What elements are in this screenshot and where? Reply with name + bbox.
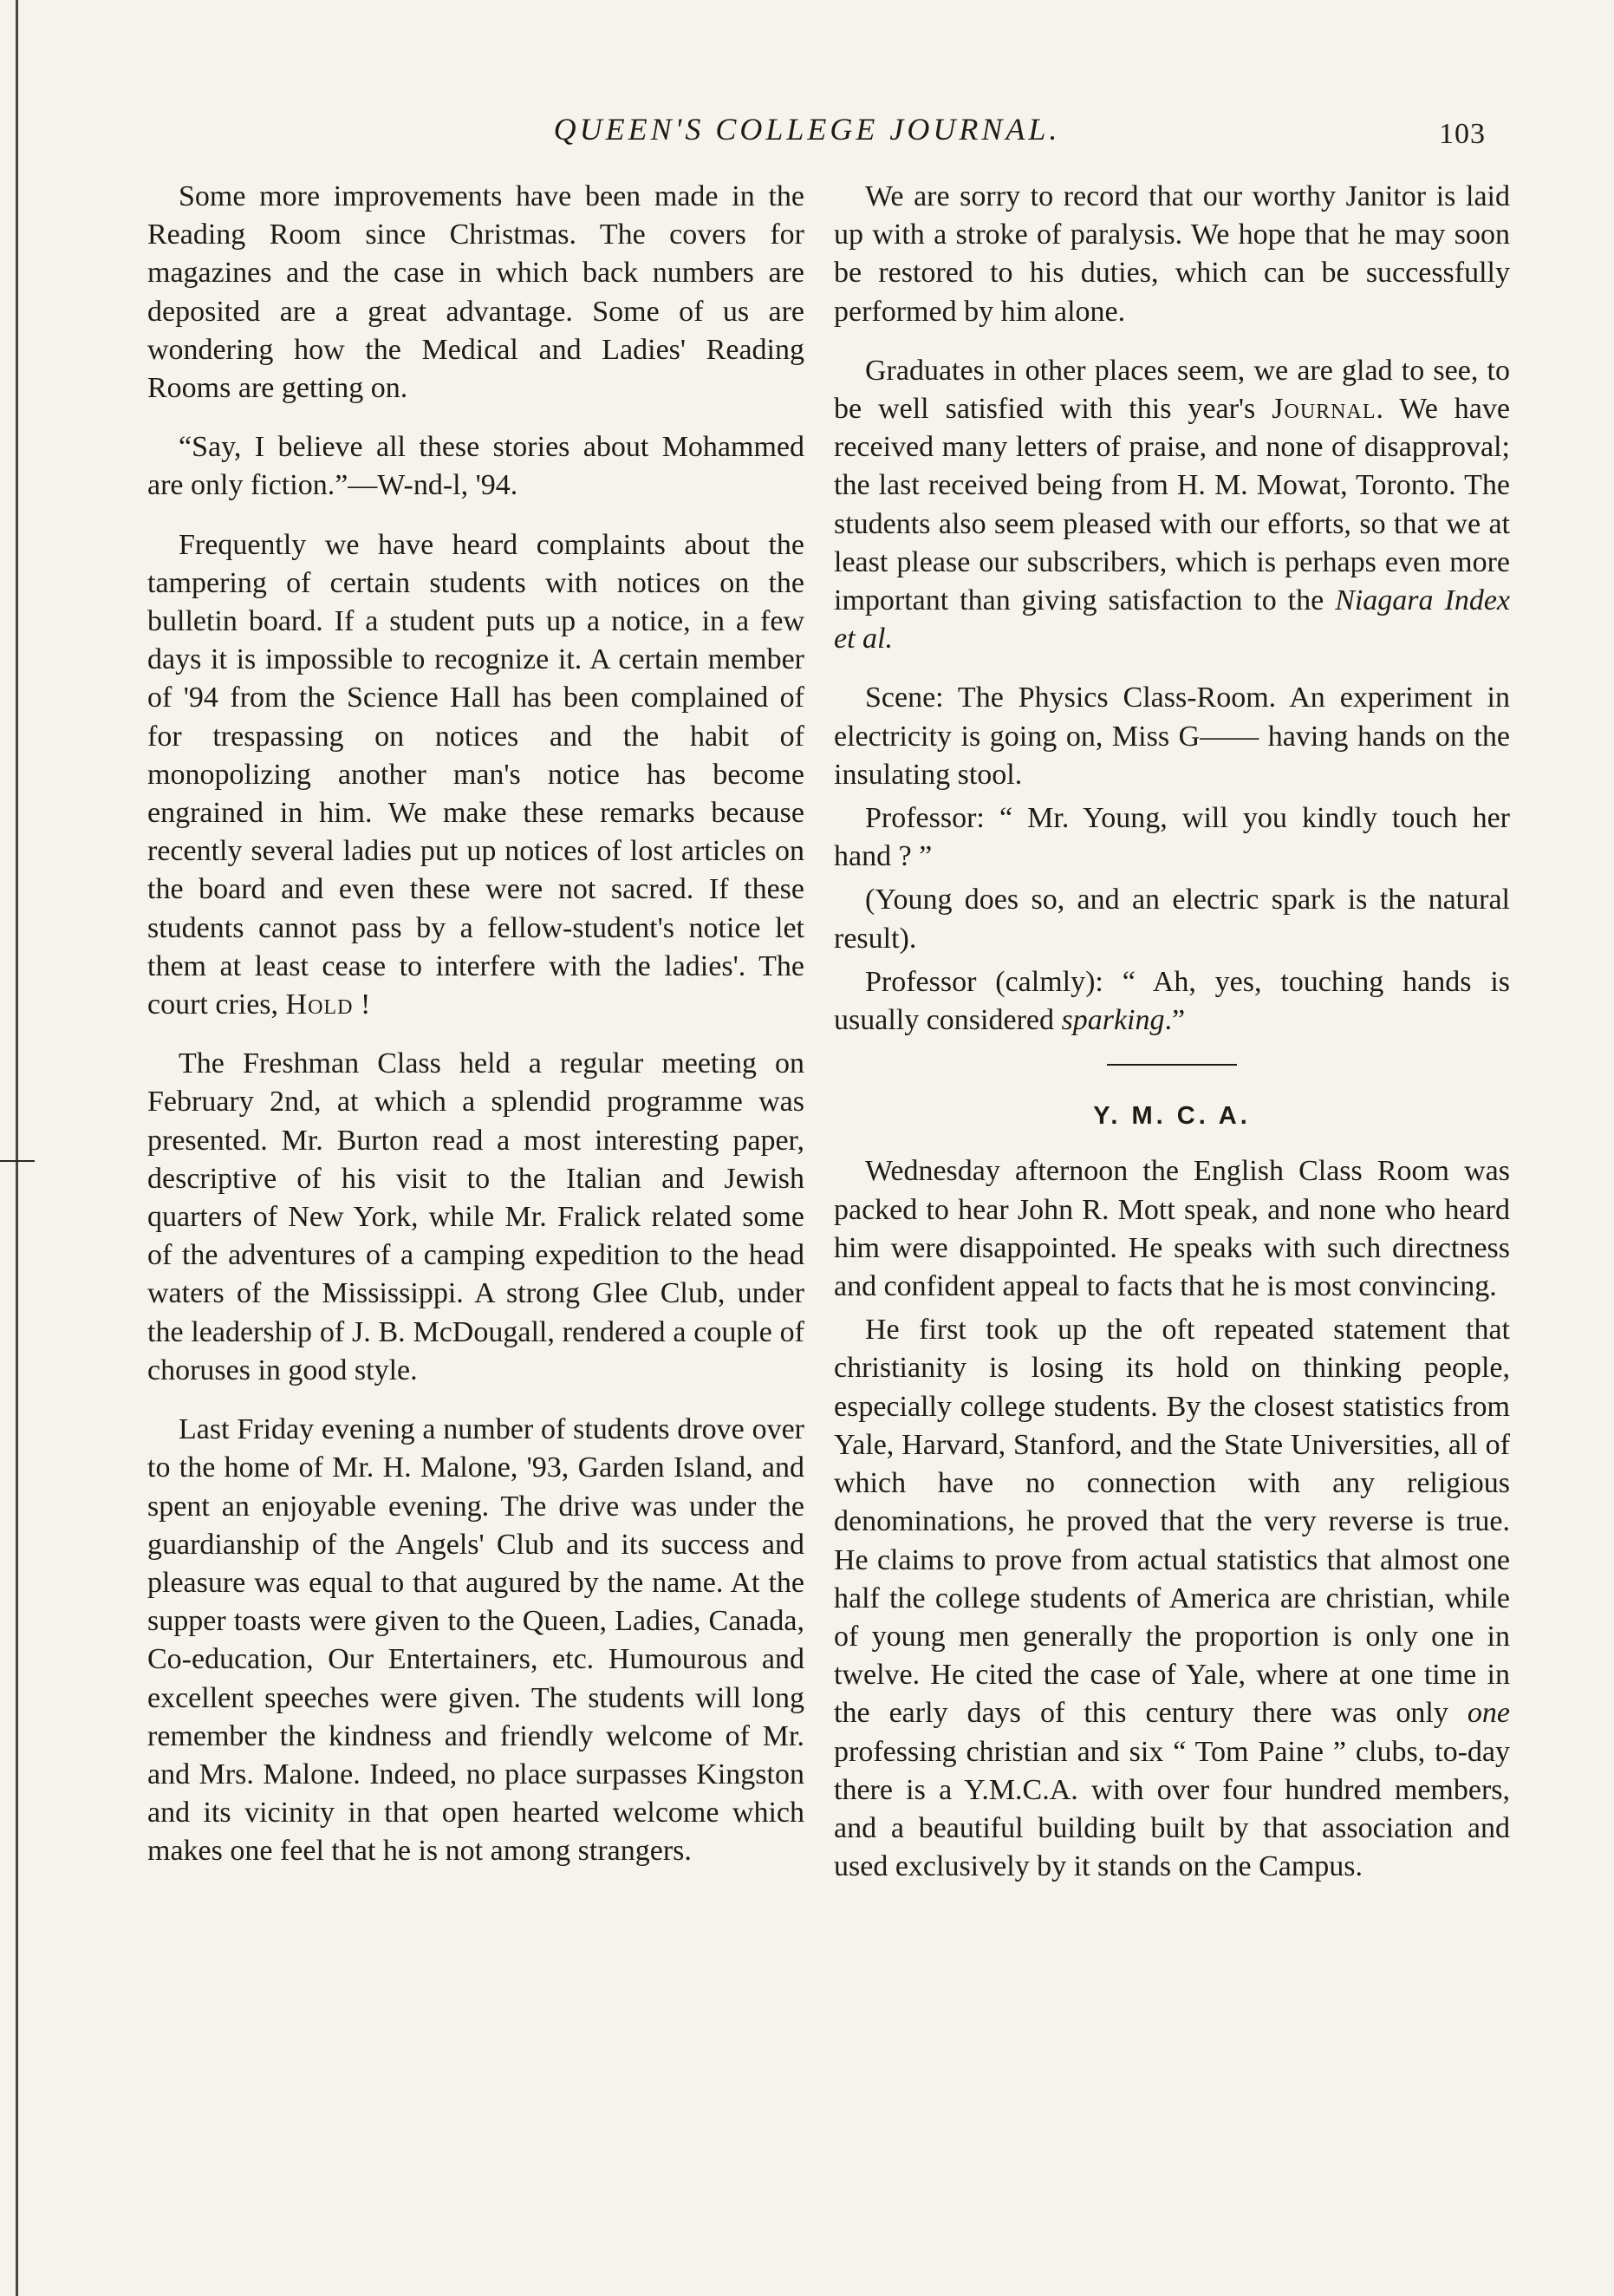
bulletin-board-text: Frequently we have heard complaints about the tampering of certain students with notices on the bulletin board. If a student puts up a notice, in a few days it is impossible to recognize it. A certain member of '94 from the Science Hall has been complained of for trespassing on notices and the habit of monopolizing another man's notice has become engrained in him. We make these remarks because recently several ladies put up notices of lost articles on the board and even these were not sacred. If these students cannot pass by a fellow-student's notice let them at least cease to interfere with the ladies'. The court cries, <box>147 528 804 1021</box>
young-line: (Young does so, and an electric spark is the natural result). <box>834 884 1510 955</box>
ymca-heading: Y. M. C. A. <box>1093 1102 1251 1131</box>
page-number: 103 <box>1439 118 1486 150</box>
right-column <box>834 178 1510 1907</box>
hold-exclamation: ! <box>353 988 371 1021</box>
ymca-paragraph-2-text-a: He first took up the oft repeated statement that christianity is losing its hold on thinking people, especially college students. By the closest statistics from Yale, Harvard, Stanford, and the State Universities, all of which have no connection with any religious denominations, he proved that the very reverse is true. He claims to prove from actual statistics that almost one half the college students of America are christian, while of young men generally the proportion is only one in twelve. He cited the case of Yale, where at one time in the early days of this century there was only <box>834 1314 1510 1730</box>
mohammed-quote-paragraph: “Say, I believe all these stories about Mohammed are only fiction.”—W-nd-l, '94. <box>147 431 804 502</box>
running-head: QUEEN'S COLLEGE JOURNAL. <box>553 112 1061 147</box>
sparking-italic: sparking <box>1061 1004 1165 1037</box>
ymca-paragraph-2 <box>834 1311 1510 1886</box>
professor-line-1: Professor: “ Mr. Young, will you kindly touch her hand ? ” <box>834 802 1510 873</box>
page-header <box>0 106 1614 158</box>
ymca-paragraph-1: Wednesday afternoon the English Class Room was packed to hear John R. Mott speak, and none who heard him were disappointed. He speaks with such directness and confident appeal to facts that he is most convincing. <box>834 1155 1510 1303</box>
scene-paragraph: Scene: The Physics Class-Room. An experiment in electricity is going on, Miss G—— having hands on the insulating stool. <box>834 682 1510 791</box>
reading-room-paragraph: Some more improvements have been made in the Reading Room since Christmas. The covers for magazines and the case in which back numbers are deposited are a great advantage. Some of us are wondering how the Medical and Ladies' Reading Rooms are getting on. <box>147 180 804 405</box>
niagara-index-italic: Niagara Index et al. <box>834 584 1510 656</box>
graduates-paragraph <box>834 352 1510 659</box>
journal-word: Journal <box>1272 393 1376 426</box>
professor-line-2-end: .” <box>1164 1004 1186 1037</box>
garden-island-paragraph: Last Friday evening a number of students drove over to the home of Mr. H. Malone, '93, Garden Island, and spent an enjoyable evening. The drive was under the guardianship of the Angels' Club and its success and pleasure was equal to that augured by the name. At the supper toasts were given to the Queen, Ladies, Canada, Co-education, Our Entertainers, etc. Humourous and excellent speeches were given. The students will long remember the kindness and friendly welcome of Mr. and Mrs. Malone. Indeed, no place surpasses Kingston and its vicinity in that open hearted welcome which makes one feel that he is not among strangers. <box>147 1413 804 1868</box>
page-edge-tick <box>0 1160 35 1162</box>
graduates-text-b: . We have received many letters of praise, and none of disapproval; the last received being from H. M. Mowat, Toronto. The students also seem pleased with our efforts, so that we at least please our subscribers, which is perhaps even more important than giving satisfaction to the <box>834 393 1510 617</box>
left-column <box>147 178 804 1892</box>
graduates-text-a: Graduates in other places seem, we are glad to see, to be well satisfied with this year's <box>834 354 1510 426</box>
section-divider <box>1107 1064 1237 1066</box>
professor-line-2-text: Professor (calmly): “ Ah, yes, touching hands is usually considered <box>834 965 1510 1037</box>
page-edge-line <box>16 0 18 2296</box>
bulletin-board-paragraph <box>147 526 804 1025</box>
professor-line-2 <box>834 963 1510 1040</box>
ymca-paragraph-2-text-b: professing christian and six “ Tom Paine ” clubs, to-day there is a Y.M.C.A. with over four hundred members, and a beautiful building built by that association and used exclusively by it stands on the Campus. <box>834 1735 1510 1883</box>
hold-word: Hold <box>285 988 354 1021</box>
freshman-class-paragraph: The Freshman Class held a regular meeting on February 2nd, at which a splendid programme was presented. Mr. Burton read a most interesting paper, descriptive of his visit to the Italian and Jewish quarters of New York, while Mr. Fralick related some of the adventures of a camping expedition to the head waters of the Mississippi. A strong Glee Club, under the leadership of J. B. McDougall, rendered a couple of choruses in good style. <box>147 1047 804 1386</box>
janitor-paragraph: We are sorry to record that our worthy Janitor is laid up with a stroke of paralysis. We hope that he may soon be restored to his duties, which can be successfully performed by him alone. <box>834 180 1510 328</box>
one-italic: one <box>1467 1697 1510 1730</box>
